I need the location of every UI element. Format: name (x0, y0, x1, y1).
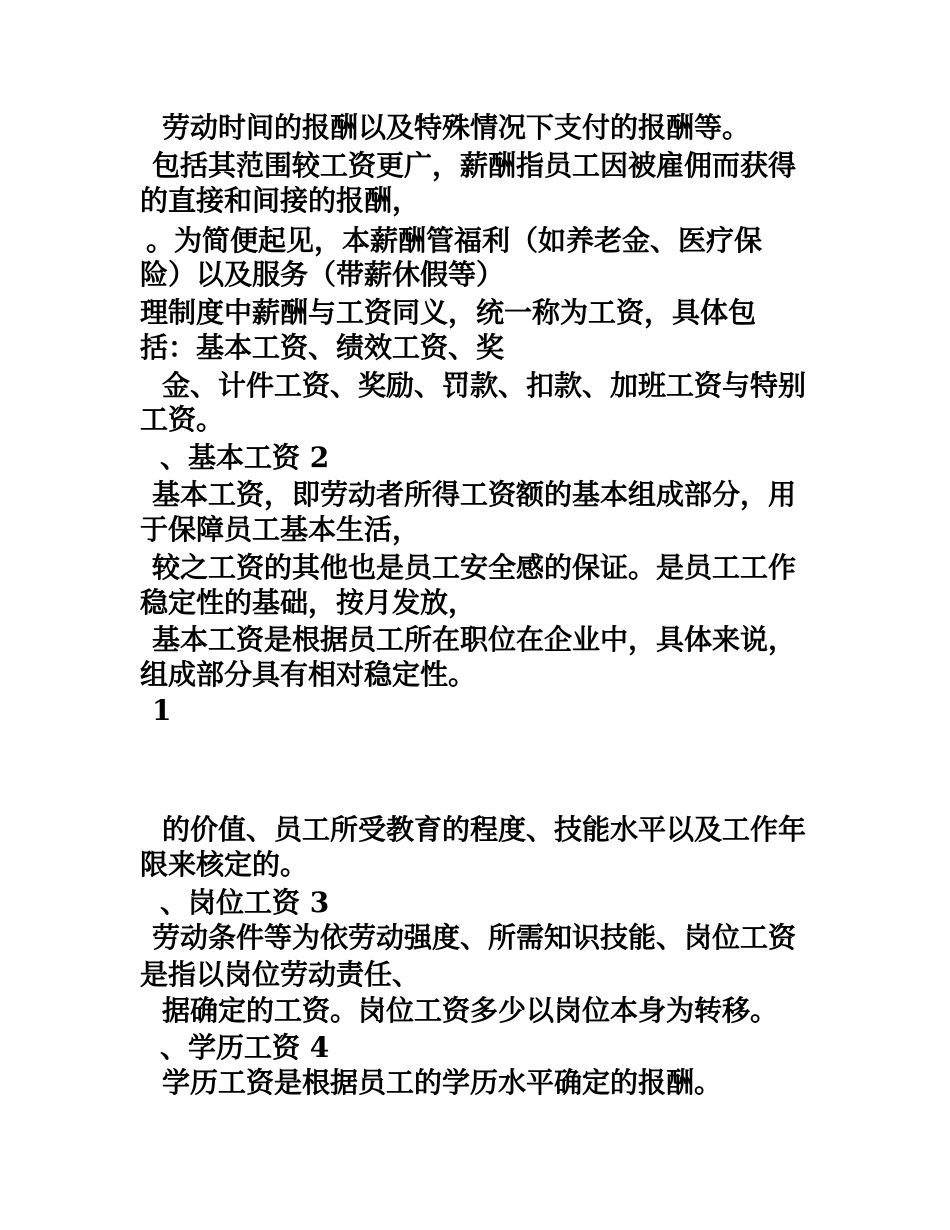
text-line: 的直接和间接的报酬， (140, 184, 421, 217)
text-line: 据确定的工资。岗位工资多少以岗位本身为转移。 (162, 994, 779, 1027)
text-line: 劳动时间的报酬以及特殊情况下支付的报酬等。 (162, 111, 751, 144)
section-heading: 、学历工资 4 (160, 1031, 330, 1064)
text-line: 基本工资是根据员工所在职位在企业中，具体来说， (152, 623, 797, 656)
text-line: 组成部分具有相对稳定性。 (140, 658, 477, 691)
section-heading: 、基本工资 2 (160, 441, 330, 474)
text-line: 括：基本工资、绩效工资、奖 (140, 331, 505, 364)
text-line: 理制度中薪酬与工资同义，统一称为工资，具体包 (140, 296, 757, 329)
text-line: 较之工资的其他也是员工安全感的保证。是员工工作 (152, 551, 797, 584)
text-line: 的价值、员工所受教育的程度、技能水平以及工作年 (162, 813, 807, 846)
page-number: 1 (152, 694, 172, 727)
text-line: 包括其范围较工资更广，薪酬指员工因被雇佣而获得 (152, 149, 797, 182)
text-line: 金、计件工资、奖励、罚款、扣款、加班工资与特别 (162, 369, 807, 402)
text-line: 工资。 (140, 403, 225, 436)
text-line: 学历工资是根据员工的学历水平确定的报酬。 (162, 1066, 723, 1099)
text-line: 。为简便起见，本薪酬管福利（如养老金、医疗保 (146, 224, 763, 257)
text-line: 是指以岗位劳动责任、 (140, 958, 421, 991)
section-heading: 、岗位工资 3 (160, 886, 330, 919)
text-line: 基本工资，即劳动者所得工资额的基本组成部分，用 (152, 478, 797, 511)
text-line: 稳定性的基础，按月发放， (140, 586, 477, 619)
text-line: 限来核定的。 (140, 848, 309, 881)
text-line: 劳动条件等为依劳动强度、所需知识技能、岗位工资 (152, 921, 797, 954)
text-line: 险）以及服务（带薪休假等） (140, 258, 505, 291)
text-line: 于保障员工基本生活， (140, 513, 421, 546)
